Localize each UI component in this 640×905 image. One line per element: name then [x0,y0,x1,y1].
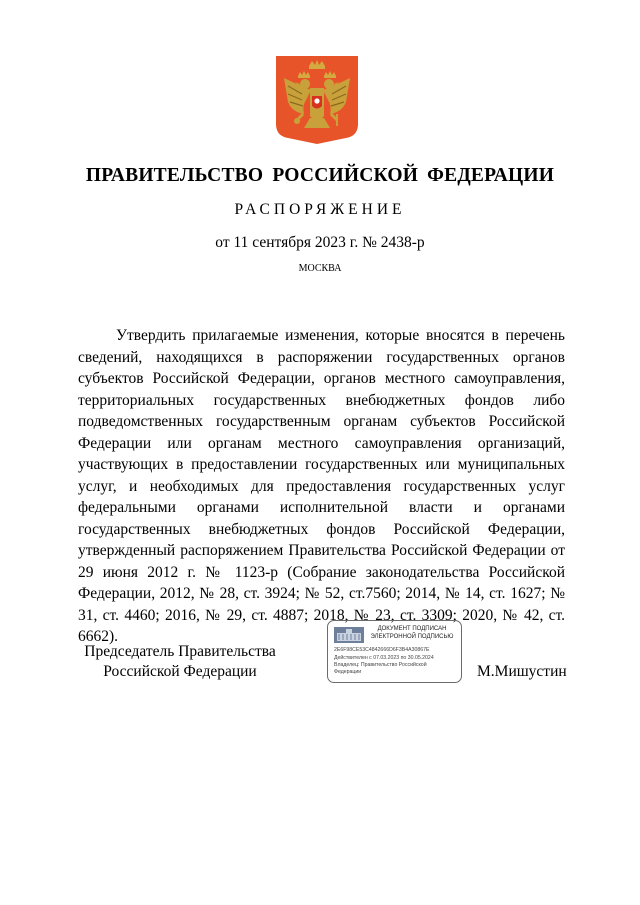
stamp-owner-line2: Федерации [334,669,362,675]
signer-title-line1: Председатель Правительства [84,643,276,660]
coat-of-arms-icon [276,56,358,144]
order-text: Утвердить прилагаемые изменения, которые вносятся в перечень сведений, находящихся в распоряжении государственных органов субъектов Российской Федерации, органов местного самоуправления, территориальных государственных внебюджетных фондов либо подведомственных государственным органам субъектов Российской Федерации или органам местного самоуправления организаций, участвующих в предоставлении государственных или муниципальных услуг, и необходимых для предоставления государственных услуг федеральными органами исполнительной власти и органами государственных внебюджетных фондов Российской Федерации, утвержденный распоряжением Правительства Российской Федерации от 29 июня 2012 г. № 1123-р (Собрание законодательства Российской Федерации, 2012, № 28, ст. 3924; № 52, ст.7560; 2014, № 14, ст. 1627; № 31, ст. 4460; 2016, № 29, ст. 4887; 2018, № 23, ст. 3309; 2020, № 42, ст. 6662). [78,327,565,645]
government-title: ПРАВИТЕЛЬСТВО РОССИЙСКОЙ ФЕДЕРАЦИИ [85,165,555,186]
stamp-heading [366,625,458,641]
stamp-heading-line1: ДОКУМЕНТ ПОДПИСАН [377,626,447,632]
signer-title-line2: Российской Федерации [103,663,257,680]
stamp-serial: 2E6F98CE53C4842666D6F3B4A30867E [334,647,430,653]
stamp-validity: Действителен с 07.03.2023 по 30.05.2024 [334,655,434,661]
stamp-heading-line2: ЭЛЕКТРОННОЙ ПОДПИСЬЮ [370,634,454,640]
stamp-owner-line1: Владелец: Правительство Российской [334,662,427,668]
electronic-signature-stamp [327,620,462,683]
city: МОСКВА [298,263,342,274]
date-and-number: от 11 сентября 2023 г. № 2438-р [215,234,425,251]
document-type: РАСПОРЯЖЕНИЕ [234,201,406,218]
signer-name: М.Мишустин [477,663,567,680]
signer-title [70,642,290,682]
government-building-icon [334,627,364,643]
